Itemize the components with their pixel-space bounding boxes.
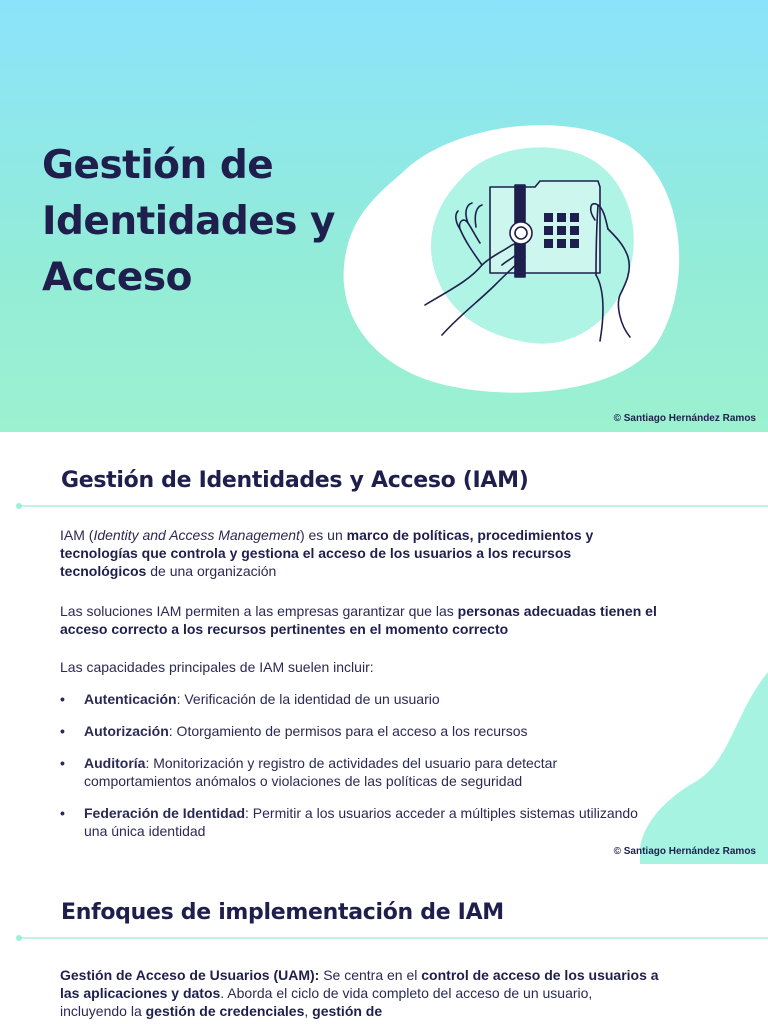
list-item: • Autenticación: Verificación de la identidad de un usuario [60, 691, 440, 707]
heading-divider [18, 505, 768, 507]
decorative-blob-shape [640, 672, 768, 864]
section-heading: Enfoques de implementación de IAM [61, 900, 504, 925]
title-slide [0, 0, 768, 432]
page-title: Gestión de Identidades y Acceso [42, 143, 335, 300]
list-item: • Autorización: Otorgamiento de permisos para el acceso a los recursos [60, 723, 528, 739]
paragraph-iam-benefits: Las soluciones IAM permiten a las empresas garantizar que las personas adecuadas tienen el acceso correcto a los recursos pertinentes en el momento correcto [60, 603, 657, 637]
copyright-text: © Santiago Hernández Ramos [613, 413, 756, 424]
capabilities-list [60, 690, 650, 854]
paragraph-iam-definition: IAM (Identity and Access Management) es un marco de políticas, procedimientos y tecnologías que controla y gestiona el acceso de los usuarios a los recursos tecnológicos de una organización [60, 527, 594, 579]
list-item: • Federación de Identidad: Permitir a los usuarios acceder a múltiples sistemas utilizando una única identidad [60, 805, 638, 839]
list-item: • Auditoría: Monitorización y registro de actividades del usuario para detectar comportamientos anómalos o violaciones de las políticas de seguridad [60, 755, 558, 789]
copyright-text: © Santiago Hernández Ramos [613, 846, 756, 857]
section-heading: Gestión de Identidades y Acceso (IAM) [61, 468, 529, 493]
paragraph-capabilities-intro: Las capacidades principales de IAM suelen incluir: [60, 659, 374, 675]
heading-divider [18, 937, 768, 939]
paragraph-uam: Gestión de Acceso de Usuarios (UAM): Se centra en el control de acceso de los usuarios a las aplicaciones y datos. Aborda el ciclo de vida completo del acceso de un usuario, incluyendo la gestión de credenciales, gestión de [60, 967, 659, 1019]
implementation-slide [0, 864, 768, 1024]
hands-safe-illustration-icon [420, 165, 650, 355]
iam-slide [0, 432, 768, 864]
